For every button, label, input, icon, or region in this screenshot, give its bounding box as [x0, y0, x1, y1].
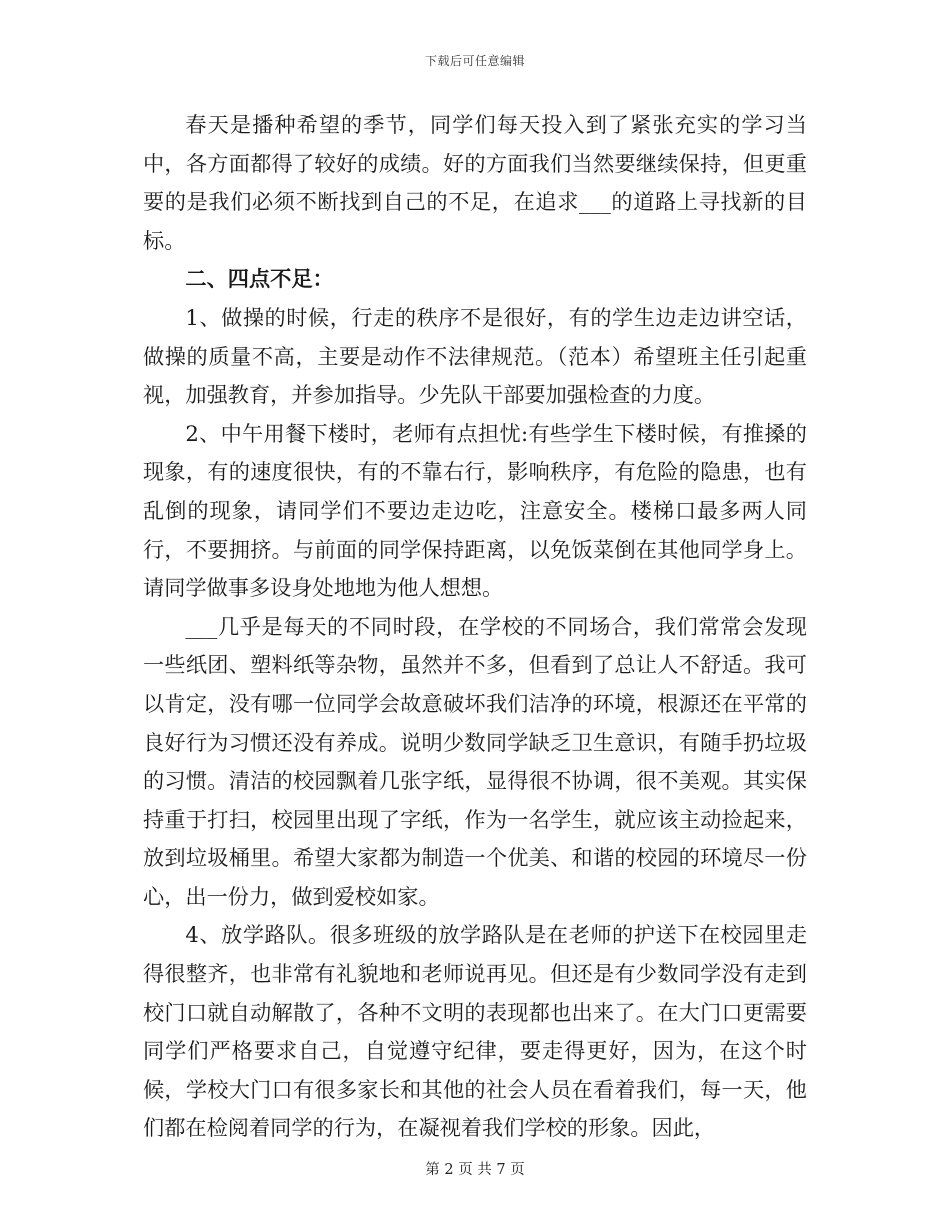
- paragraph-point-4-dismissal-queue: 4、放学路队。很多班级的放学路队是在老师的护送下在校园里走得很整齐，也非常有礼貌地和老师说再见。但还是有少数同学没有走到校门口就自动解散了，各种不文明的表现都也出来了。在大门口更需要同学们严格要求自己，自觉遵守纪律，要走得更好，因为，在这个时候，学校大门口有很多家长和其他的社会人员在看着我们，每一天，他们都在检阅着同学的行为，在凝视着我们学校的形象。因此，: [143, 922, 807, 1141]
- page-number: 第 2 页 共 7 页: [425, 1162, 525, 1178]
- paragraph-point-1-exercise: 1、做操的时候，行走的秩序不是很好，有的学生边走边讲空话，做操的质量不高，主要是动作不法律规范。（范本）希望班主任引起重视，加强教育，并参加指导。少先队干部要加强检查的力度。: [143, 304, 807, 408]
- paragraph-point-2-lunch-stairs: 2、中午用餐下楼时，老师有点担忧:有些学生下楼时候，有推搡的现象，有的速度很快，有的不靠右行，影响秩序，有危险的隐患，也有乱倒的现象，请同学们不要边走边吃，注意安全。楼梯口最多两人同行，不要拥挤。与前面的同学保持距离，以免饭菜倒在其他同学身上。请同学做事多设身处地地为他人想想。: [143, 420, 807, 601]
- paragraph-spring-intro: 春天是播种希望的季节，同学们每天投入到了紧张充实的学习当中，各方面都得了较好的成绩。好的方面我们当然要继续保持，但更重要的是我们必须不断找到自己的不足，在追求___的道路上寻找新的目标。: [143, 112, 807, 253]
- page-header: 下载后可任意编辑: [424, 54, 525, 68]
- document-body: [143, 106, 807, 1148]
- paragraph-point-3-litter: ___几乎是每天的不同时段，在学校的不同场合，我们常常会发现一些纸团、塑料纸等杂物，虽然并不多，但看到了总让人不舒适。我可以肯定，没有哪一位同学会故意破坏我们洁净的环境，根源还在平常的良好行为习惯还没有养成。说明少数同学缺乏卫生意识，有随手扔垃圾的习惯。清洁的校园飘着几张字纸，显得很不协调，很不美观。其实保持重于打扫，校园里出现了字纸，作为一名学生，就应该主动捡起来，放到垃圾桶里。希望大家都为制造一个优美、和谐的校园的环境尽一份心，出一份力，做到爱校如家。: [143, 613, 807, 909]
- section-heading-four-shortcomings: 二、四点不足：: [185, 266, 334, 292]
